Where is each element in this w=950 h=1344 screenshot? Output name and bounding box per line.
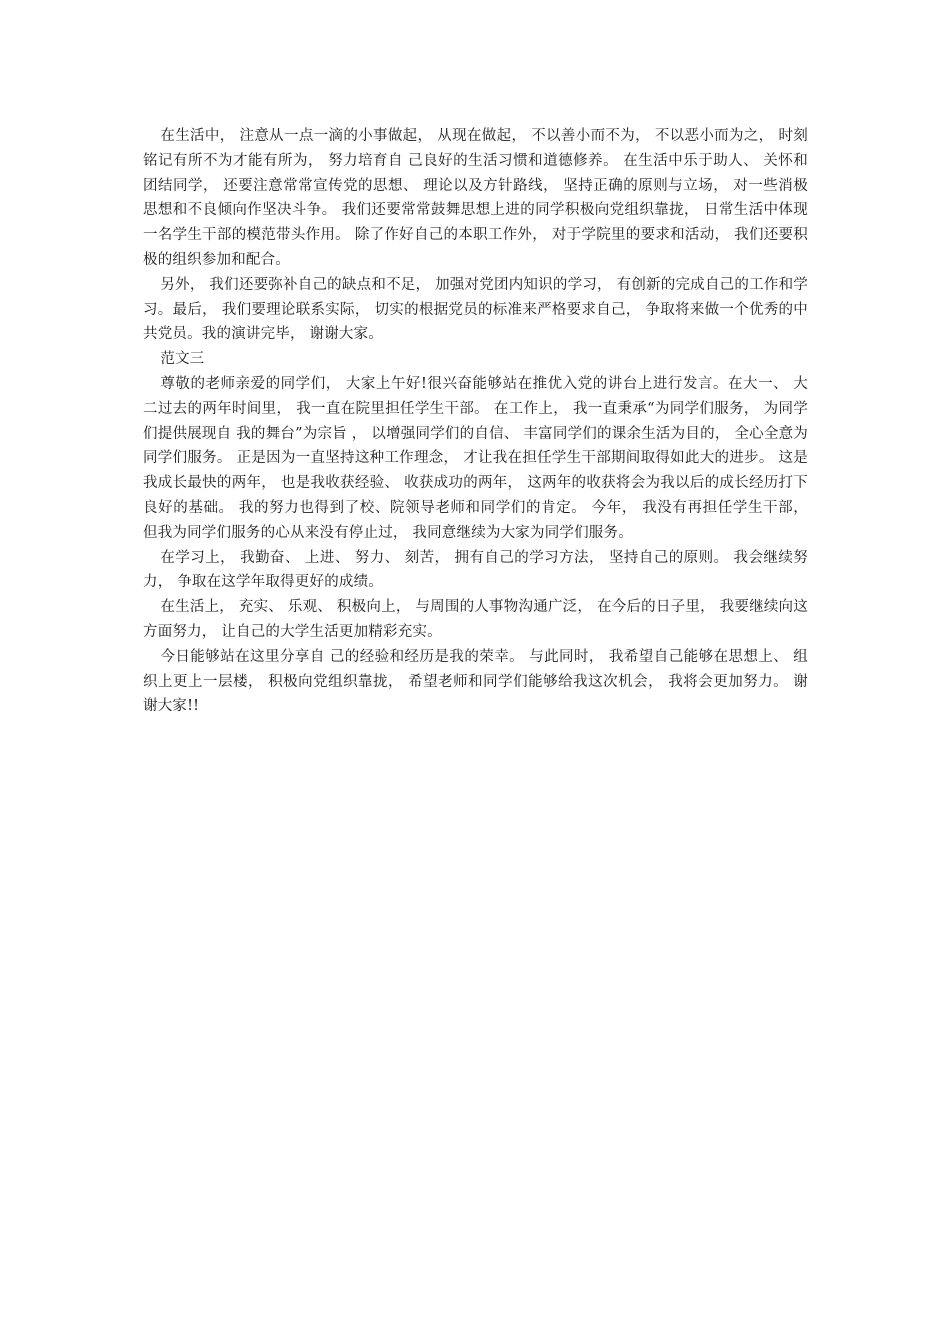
paragraph-conclusion: 今日能够站在这里分享自 己的经验和经历是我的荣幸。 与此同时， 我希望自己能够在思想上、 组织上更上一层楼， 积极向党组织靠拢， 希望老师和同学们能够给我这次机会， 我将会更加努力。 谢谢大家!! bbox=[143, 648, 808, 715]
paragraph-life-conduct: 在生活中， 注意从一点一滴的小事做起， 从现在做起， 不以善小而不为， 不以恶小而为之， 时刻铭记有所不为才能有所为， 努力培育自 己良好的生活习惯和道德修养。 在生活中乐于助人、 关怀和团结同学， 还要注意常常宣传党的思想、 理论以及方针路线， 坚持正确的原则与立场， 对一些消极思想和不良倾向作坚决斗争。 我们还要常常鼓舞思想上进的同学积极向党组织靠拢， 日常生活中体现一名学生干部的模范带头作用。 除了作好自己的本职工作外， 对于学院里的要求和活动， 我们还要积极的组织参加和配合。 bbox=[143, 128, 808, 268]
section-heading: 范文三 bbox=[160, 351, 205, 368]
paragraph-greeting-work: 尊敬的老师亲爱的同学们， 大家上午好!很兴奋能够站在推优入党的讲台上进行发言。在大一、 大二过去的两年时间里， 我一直在院里担任学生干部。 在工作上， 我一直秉承“为同学们服务， 为同学们提供展现自 我的舞台”为宗旨 ， 以增强同学们的自信、 丰富同学们的课余生活为目的， 全心全意为同学们服务。 正是因为一直坚持这种工作理念， 才让我在担任学生干部期间取得如此大的进步。 这是我成长最快的两年， 也是我收获经验、 收获成功的两年， 这两年的收获将会为我以后的成长经历打下良好的基础。 我的努力也得到了校、院领导老师和同学们的肯定。 今年， 我没有再担任学生干部， 但我为同学们服务的心从来没有停止过， 我同意继续为大家为同学们服务。 bbox=[143, 375, 808, 541]
paragraph-closing-remarks: 另外， 我们还要弥补自己的缺点和不足， 加强对党团内知识的学习， 有创新的完成自己的工作和学习。最后， 我们要理论联系实际， 切实的根据党员的标准来严格要求自己， 争取将来做一个优秀的中共党员。我的演讲完毕， 谢谢大家。 bbox=[143, 276, 808, 343]
paragraph-life: 在生活上， 充实、 乐观、 积极向上， 与周围的人事物沟通广泛， 在今后的日子里， 我要继续向这方面努力， 让自己的大学生活更加精彩充实。 bbox=[143, 599, 808, 640]
document-body bbox=[143, 124, 808, 719]
paragraph-study: 在学习上， 我勤奋、 上进、 努力、 刻苦， 拥有自己的学习方法， 坚持自己的原则。 我会继续努力， 争取在这学年取得更好的成绩。 bbox=[143, 549, 808, 591]
